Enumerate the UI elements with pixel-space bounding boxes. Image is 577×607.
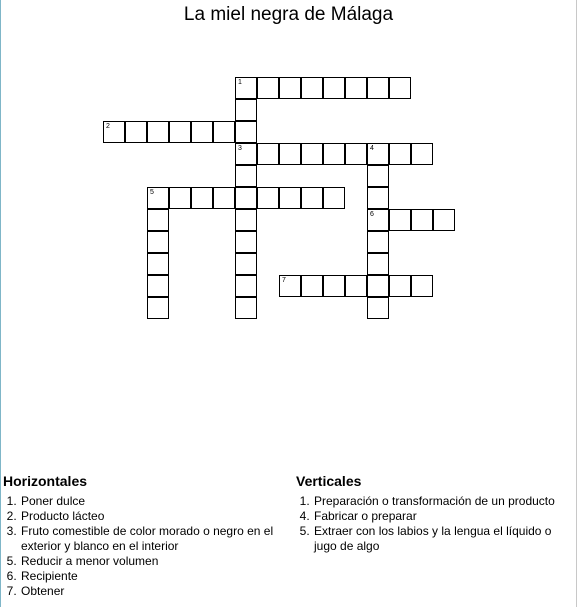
grid-cell[interactable] — [147, 253, 169, 275]
grid-cell[interactable] — [389, 143, 411, 165]
grid-cell[interactable] — [257, 187, 279, 209]
grid-cell[interactable] — [389, 77, 411, 99]
grid-cell[interactable] — [389, 209, 411, 231]
grid-cell[interactable] — [367, 209, 389, 231]
cell-number: 5 — [150, 189, 154, 196]
grid-cell[interactable] — [191, 121, 213, 143]
grid-cell[interactable] — [235, 99, 257, 121]
across-clue: 6. Recipiente — [20, 569, 287, 584]
down-heading: Verticales — [296, 473, 362, 489]
across-clue: 2. Producto lácteo — [20, 509, 287, 524]
cell-number: 7 — [282, 277, 286, 284]
grid-cell[interactable] — [367, 297, 389, 319]
grid-cell[interactable] — [367, 77, 389, 99]
grid-cell[interactable] — [411, 275, 433, 297]
grid-cell[interactable] — [235, 165, 257, 187]
grid-cell[interactable] — [301, 143, 323, 165]
cell-number: 1 — [238, 79, 242, 86]
grid-cell[interactable] — [279, 143, 301, 165]
grid-cell[interactable] — [279, 187, 301, 209]
grid-cell[interactable] — [367, 187, 389, 209]
grid-cell[interactable] — [345, 143, 367, 165]
cell-number: 4 — [370, 145, 374, 152]
grid-cell[interactable] — [345, 275, 367, 297]
grid-cell[interactable] — [345, 77, 367, 99]
down-clue: 5. Extraer con los labios y la lengua el líquido o jugo de algo — [313, 524, 568, 554]
grid-cell[interactable] — [147, 209, 169, 231]
grid-cell[interactable] — [235, 77, 257, 99]
grid-cell[interactable] — [301, 77, 323, 99]
grid-cell[interactable] — [235, 297, 257, 319]
across-clues — [3, 472, 287, 599]
grid-cell[interactable] — [257, 77, 279, 99]
grid-cell[interactable] — [147, 187, 169, 209]
cell-number: 3 — [238, 145, 242, 152]
down-clues — [296, 472, 568, 554]
grid-cell[interactable] — [367, 253, 389, 275]
grid-cell[interactable] — [301, 275, 323, 297]
grid-cell[interactable] — [235, 121, 257, 143]
grid-cell[interactable] — [103, 121, 125, 143]
grid-cell[interactable] — [367, 231, 389, 253]
down-clue: 4. Fabricar o preparar — [313, 509, 568, 524]
grid-cell[interactable] — [169, 187, 191, 209]
grid-cell[interactable] — [279, 275, 301, 297]
across-clue: 7. Obtener — [20, 584, 287, 599]
grid-cell[interactable] — [323, 143, 345, 165]
grid-cell[interactable] — [257, 143, 279, 165]
grid-cell[interactable] — [433, 209, 455, 231]
grid-cell[interactable] — [147, 297, 169, 319]
grid-cell[interactable] — [125, 121, 147, 143]
across-clue: 3. Fruto comestible de color morado o negro en el exterior y blanco en el interior — [20, 524, 287, 554]
across-clue: 5. Reducir a menor volumen — [20, 554, 287, 569]
grid-cell[interactable] — [301, 187, 323, 209]
grid-cell[interactable] — [279, 77, 301, 99]
grid-cell[interactable] — [323, 275, 345, 297]
grid-cell[interactable] — [323, 77, 345, 99]
grid-cell[interactable] — [147, 275, 169, 297]
grid-cell[interactable] — [235, 275, 257, 297]
grid-cell[interactable] — [411, 143, 433, 165]
grid-cell[interactable] — [367, 275, 389, 297]
grid-cell[interactable] — [169, 121, 191, 143]
grid-cell[interactable] — [323, 187, 345, 209]
grid-cell[interactable] — [213, 121, 235, 143]
grid-cell[interactable] — [147, 121, 169, 143]
down-clue: 1. Preparación o transformación de un producto — [313, 494, 568, 509]
grid-cell[interactable] — [147, 231, 169, 253]
grid-cell[interactable] — [367, 143, 389, 165]
grid-cell[interactable] — [235, 231, 257, 253]
grid-cell[interactable] — [411, 209, 433, 231]
page-title: La miel negra de Málaga — [183, 4, 394, 25]
across-heading: Horizontales — [3, 473, 88, 489]
cell-number: 6 — [370, 211, 374, 218]
grid-cell[interactable] — [367, 165, 389, 187]
grid-cell[interactable] — [235, 209, 257, 231]
grid-cell[interactable] — [235, 253, 257, 275]
across-clue: 1. Poner dulce — [20, 494, 287, 509]
cell-number: 2 — [106, 123, 110, 130]
grid-cell[interactable] — [235, 187, 257, 209]
grid-cell[interactable] — [213, 187, 235, 209]
grid-cell[interactable] — [235, 143, 257, 165]
grid-cell[interactable] — [389, 275, 411, 297]
grid-cell[interactable] — [191, 187, 213, 209]
